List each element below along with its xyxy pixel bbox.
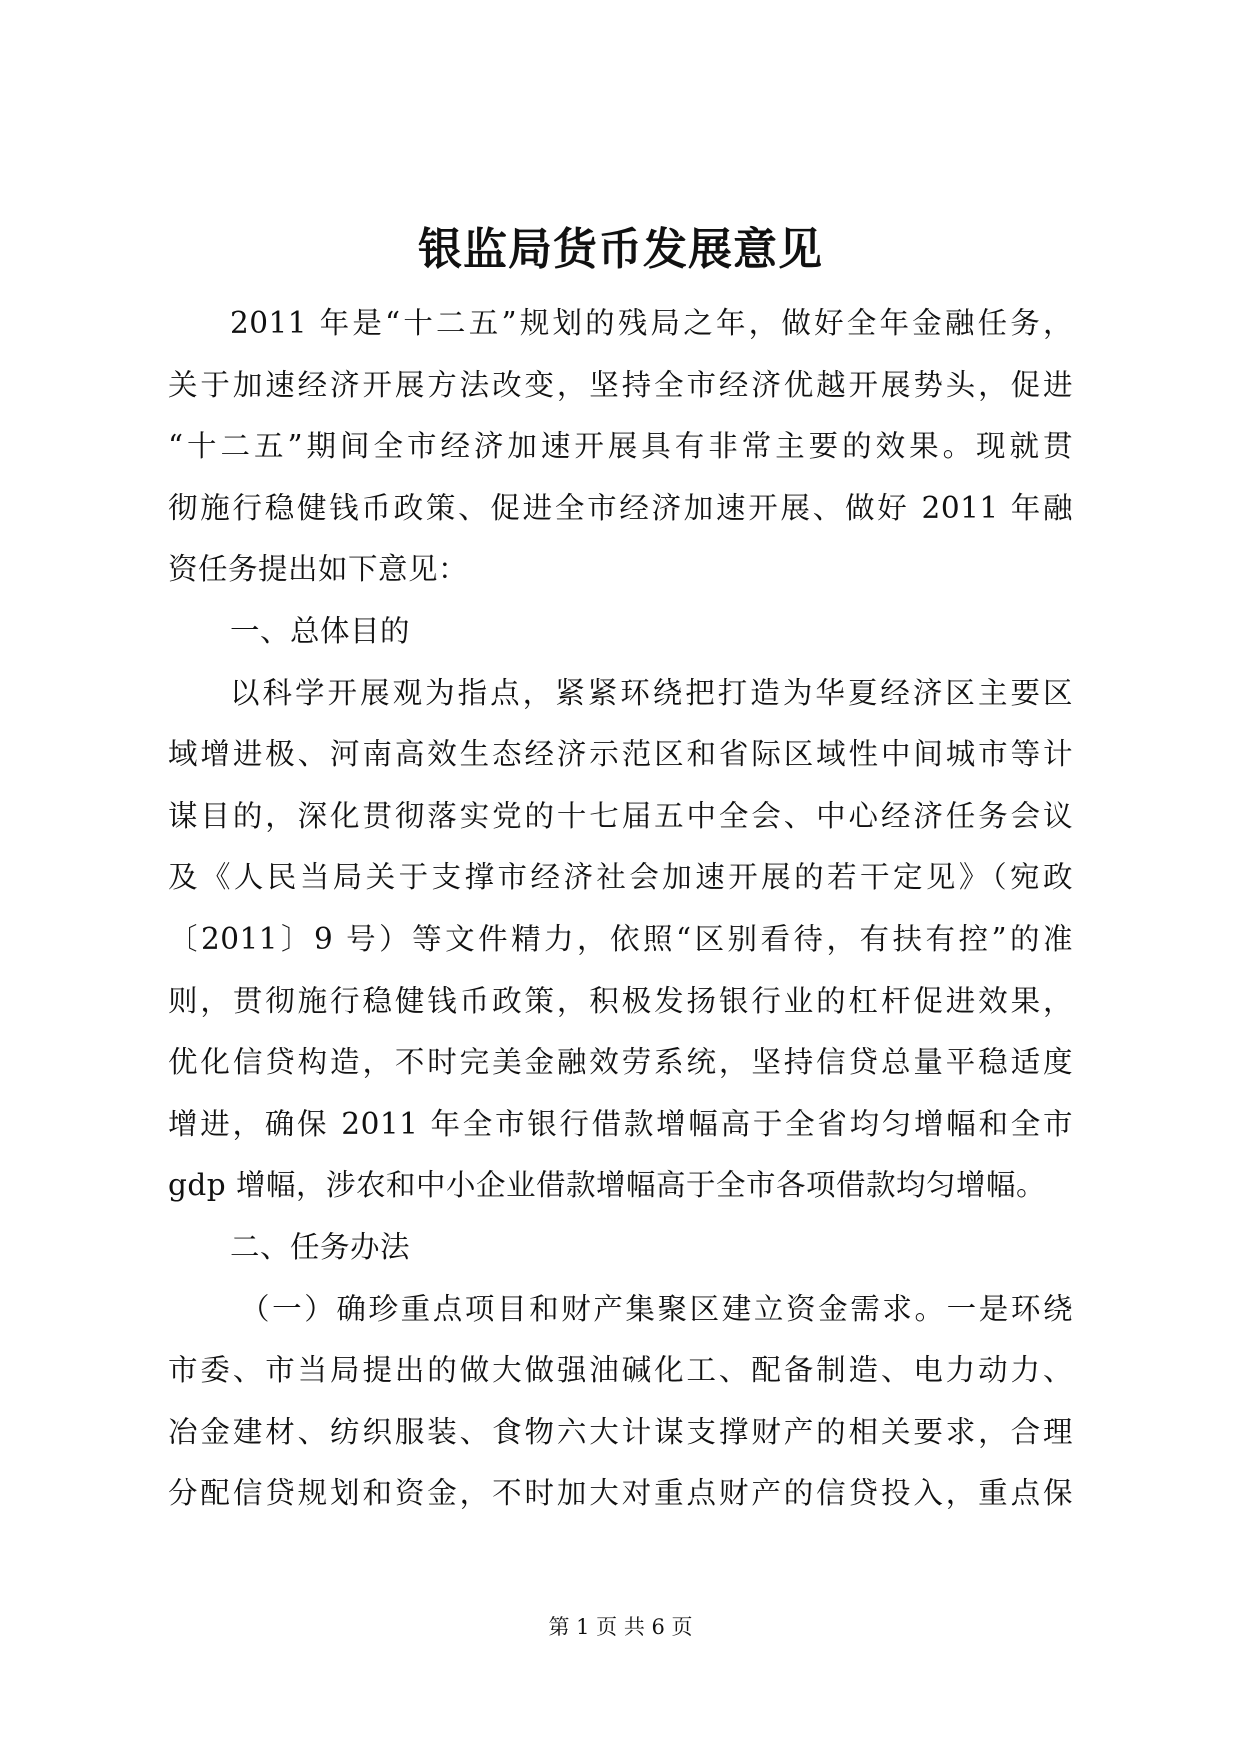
body-line: 市委、市当局提出的做大做强油碱化工、配备制造、电力动力、 <box>168 1353 1073 1388</box>
body-line: 彻施行稳健钱币政策、促进全市经济加速开展、做好 2011 年融 <box>168 490 1073 525</box>
body-line: “十二五”期间全市经济加速开展具有非常主要的效果。现就贯 <box>168 429 1073 464</box>
section-heading: 二、任务办法 <box>230 1229 411 1264</box>
document-body <box>168 293 1073 1525</box>
body-line: 冶金建材、纺织服装、食物六大计谋支撑财产的相关要求，合理 <box>168 1414 1073 1449</box>
section-heading: 一、总体目的 <box>230 613 411 648</box>
body-line: 谋目的，深化贯彻落实党的十七届五中全会、中心经济任务会议 <box>168 798 1073 833</box>
body-line: 域增进极、河南高效生态经济示范区和省际区域性中间城市等计 <box>168 737 1073 772</box>
body-line: （一）确珍重点项目和财产集聚区建立资金需求。一是环绕 <box>240 1291 1073 1326</box>
body-line: 及《人民当局关于支撑市经济社会加速开展的若干定见》（宛政 <box>168 860 1073 895</box>
body-line: 资任务提出如下意见： <box>168 552 469 587</box>
body-line: 则，贯彻施行稳健钱币政策，积极发扬银行业的杠杆促进效果， <box>168 983 1073 1018</box>
body-line: 〔2011〕9 号）等文件精力，依照“区别看待，有扶有控”的准 <box>168 921 1073 956</box>
body-line: 关于加速经济开展方法改变，坚持全市经济优越开展势头，促进 <box>168 367 1073 402</box>
body-line: gdp 增幅，涉农和中小企业借款增幅高于全市各项借款均匀增幅。 <box>168 1168 1047 1203</box>
document-title: 银监局货币发展意见 <box>418 224 823 275</box>
body-line: 优化信贷构造，不时完美金融效劳系统，坚持信贷总量平稳适度 <box>168 1045 1073 1080</box>
body-line: 2011 年是“十二五”规划的残局之年，做好全年金融任务， <box>230 306 1073 340</box>
page-footer: 第 1 页 共 6 页 <box>548 1615 693 1639</box>
body-line: 增进，确保 2011 年全市银行借款增幅高于全省均匀增幅和全市 <box>168 1106 1073 1141</box>
body-line: 分配信贷规划和资金，不时加大对重点财产的信贷投入，重点保 <box>168 1476 1073 1511</box>
body-line: 以科学开展观为指点，紧紧环绕把打造为华夏经济区主要区 <box>230 675 1073 710</box>
